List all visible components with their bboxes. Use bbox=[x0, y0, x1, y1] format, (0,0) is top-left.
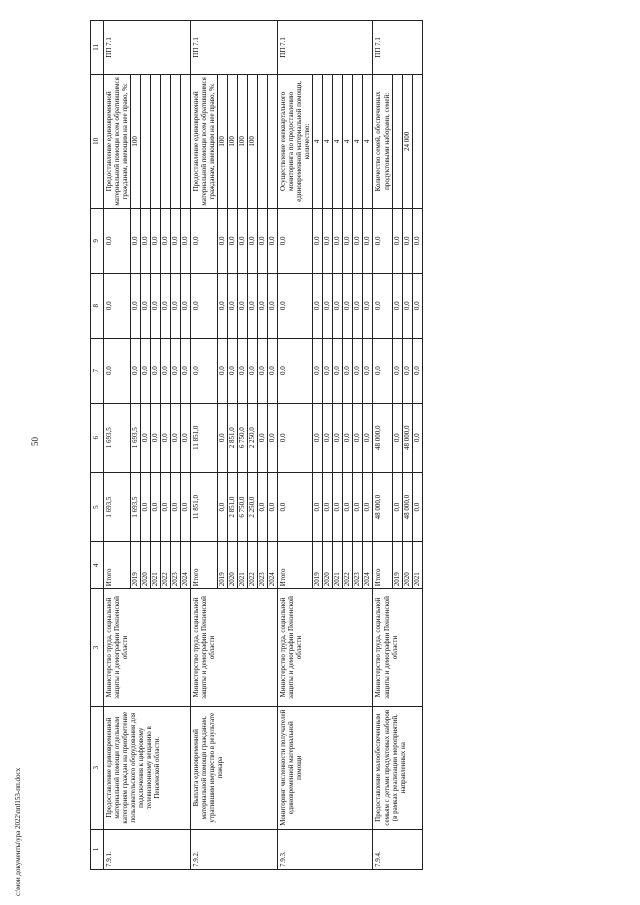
year-value: 0,0 bbox=[313, 208, 323, 273]
total-value: 0,0 bbox=[104, 273, 131, 338]
total-value: 48 000,0 bbox=[373, 472, 392, 541]
indicator-value bbox=[181, 74, 191, 208]
year-value: 0,0 bbox=[343, 208, 353, 273]
year-cell: 2020 bbox=[323, 542, 333, 589]
year-value: 0,0 bbox=[353, 472, 363, 541]
year-value: 0,0 bbox=[171, 338, 181, 403]
year-value: 0,0 bbox=[343, 273, 353, 338]
indicator-text: Предоставление единовременной материальной помощи всем обратившимся гражданам, имеющим на нее право, %: bbox=[191, 74, 218, 208]
year-value: 0,0 bbox=[402, 338, 412, 403]
measure-number: 7.9.2. bbox=[191, 829, 278, 869]
year-value: 0,0 bbox=[218, 403, 228, 472]
year-value: 0,0 bbox=[161, 472, 171, 541]
measure-executor: Министерство труда, социальной защиты и демографии Пензенской области bbox=[278, 589, 373, 706]
year-value: 0,0 bbox=[258, 273, 268, 338]
year-value: 0,0 bbox=[228, 338, 238, 403]
year-value: 0,0 bbox=[161, 273, 171, 338]
total-value: 0,0 bbox=[373, 338, 392, 403]
year-value: 0,0 bbox=[131, 208, 141, 273]
program-measures-table bbox=[90, 20, 423, 870]
year-value: 2 851,0 bbox=[228, 403, 238, 472]
total-label: Итого bbox=[278, 542, 313, 589]
year-value: 48 000,0 bbox=[402, 403, 412, 472]
total-value: 48 000,0 bbox=[373, 403, 392, 472]
header-row bbox=[91, 21, 104, 870]
year-value: 0,0 bbox=[258, 403, 268, 472]
year-value: 0,0 bbox=[141, 472, 151, 541]
year-cell: 2019 bbox=[131, 542, 141, 589]
year-value: 0,0 bbox=[151, 208, 161, 273]
year-value: 0,0 bbox=[171, 403, 181, 472]
year-cell: 2022 bbox=[343, 542, 353, 589]
year-value: 0,0 bbox=[313, 273, 323, 338]
total-value: 0,0 bbox=[278, 208, 313, 273]
year-value: 0,0 bbox=[363, 472, 373, 541]
year-value: 0,0 bbox=[268, 403, 278, 472]
indicator-value bbox=[392, 74, 402, 208]
indicator-value bbox=[412, 74, 422, 208]
document-table-container bbox=[90, 20, 510, 870]
year-value: 0,0 bbox=[323, 403, 333, 472]
year-value: 0,0 bbox=[181, 472, 191, 541]
indicator-value: 4 bbox=[323, 74, 333, 208]
indicator-value: 100 bbox=[248, 74, 258, 208]
total-label: Итого bbox=[373, 542, 392, 589]
year-value: 0,0 bbox=[238, 338, 248, 403]
indicator-value: 4 bbox=[363, 74, 373, 208]
column-header-9: 9 bbox=[91, 208, 104, 273]
year-value: 0,0 bbox=[248, 208, 258, 273]
year-value: 0,0 bbox=[363, 403, 373, 472]
year-value: 0,0 bbox=[171, 273, 181, 338]
indicator-value: 100 bbox=[238, 74, 248, 208]
year-value: 0,0 bbox=[363, 208, 373, 273]
year-value: 0,0 bbox=[238, 273, 248, 338]
year-value: 0,0 bbox=[333, 403, 343, 472]
year-cell: 2021 bbox=[151, 542, 161, 589]
measure-executor: Министерство труда, социальной защиты и демографии Пензенской области bbox=[191, 589, 278, 706]
year-value: 0,0 bbox=[151, 338, 161, 403]
year-value: 0,0 bbox=[412, 273, 422, 338]
year-value: 0,0 bbox=[392, 273, 402, 338]
year-value: 0,0 bbox=[228, 273, 238, 338]
total-value: 0,0 bbox=[278, 273, 313, 338]
column-header-11: 11 bbox=[91, 21, 104, 75]
year-value: 0,0 bbox=[151, 403, 161, 472]
measure-row bbox=[104, 21, 131, 870]
year-value: 0,0 bbox=[353, 208, 363, 273]
indicator-value: 100 bbox=[228, 74, 238, 208]
total-value: 0,0 bbox=[191, 208, 218, 273]
indicator-value: 100 bbox=[131, 74, 141, 208]
year-value: 0,0 bbox=[141, 273, 151, 338]
year-cell: 2024 bbox=[181, 542, 191, 589]
year-cell: 2019 bbox=[218, 542, 228, 589]
year-value: 0,0 bbox=[218, 338, 228, 403]
indicator-value: 4 bbox=[333, 74, 343, 208]
year-value: 0,0 bbox=[343, 472, 353, 541]
year-cell: 2024 bbox=[363, 542, 373, 589]
indicator-value: 100 bbox=[218, 74, 228, 208]
year-value: 0,0 bbox=[161, 208, 171, 273]
year-cell: 2019 bbox=[313, 542, 323, 589]
measure-executor: Министерство труда, социальной защиты и демографии Пензенской области bbox=[104, 589, 191, 706]
year-value: 0,0 bbox=[218, 208, 228, 273]
year-value: 0,0 bbox=[323, 338, 333, 403]
measure-number: 7.9.1. bbox=[104, 829, 191, 869]
year-value: 0,0 bbox=[402, 273, 412, 338]
year-value: 0,0 bbox=[333, 208, 343, 273]
year-value: 0,0 bbox=[353, 273, 363, 338]
column-header-10: 10 bbox=[91, 74, 104, 208]
year-cell: 2020 bbox=[141, 542, 151, 589]
year-value: 0,0 bbox=[343, 403, 353, 472]
year-value: 0,0 bbox=[392, 208, 402, 273]
year-value: 0,0 bbox=[313, 338, 323, 403]
year-value: 2 851,0 bbox=[228, 472, 238, 541]
year-value: 0,0 bbox=[268, 472, 278, 541]
total-value: 0,0 bbox=[191, 273, 218, 338]
year-value: 0,0 bbox=[151, 472, 161, 541]
year-value: 0,0 bbox=[392, 403, 402, 472]
indicator-value bbox=[161, 74, 171, 208]
year-value: 0,0 bbox=[333, 338, 343, 403]
indicator-value: 4 bbox=[343, 74, 353, 208]
year-cell: 2020 bbox=[228, 542, 238, 589]
year-value: 0,0 bbox=[141, 208, 151, 273]
year-value: 0,0 bbox=[218, 472, 228, 541]
measure-number: 7.9.4. bbox=[373, 829, 422, 869]
year-cell: 2023 bbox=[258, 542, 268, 589]
total-label: Итого bbox=[191, 542, 218, 589]
indicator-value: 4 bbox=[313, 74, 323, 208]
total-value: 11 851,0 bbox=[191, 472, 218, 541]
year-value: 0,0 bbox=[323, 208, 333, 273]
column-header-2: 3 bbox=[91, 706, 104, 829]
year-value: 0,0 bbox=[181, 273, 191, 338]
year-value: 0,0 bbox=[238, 208, 248, 273]
year-value: 0,0 bbox=[161, 403, 171, 472]
year-value: 0,0 bbox=[258, 338, 268, 403]
year-cell: 2020 bbox=[402, 542, 412, 589]
year-value: 0,0 bbox=[258, 208, 268, 273]
measure-name: Предоставление малообеспеченным семьям с детьми продуктовых наборов (в рамках реализации мероприятий, направленных на bbox=[373, 706, 422, 829]
year-value: 0,0 bbox=[323, 472, 333, 541]
year-cell: 2023 bbox=[353, 542, 363, 589]
year-value: 0,0 bbox=[171, 472, 181, 541]
indicator-value bbox=[268, 74, 278, 208]
year-value: 0,0 bbox=[333, 273, 343, 338]
indicator-value bbox=[258, 74, 268, 208]
measure-name: Предоставление единовременной материальной помощи отдельным категориям граждан на приобретение пользовательского оборудования для подключения к цифровому телевизионному вещанию в Пензенской области. bbox=[104, 706, 191, 829]
program-ref: ПП 7.1 bbox=[104, 21, 191, 75]
column-header-1: 1 bbox=[91, 829, 104, 869]
indicator-text: Предоставление единовременной материальной помощи всем обратившимся гражданам, имеющим на нее право, %: bbox=[104, 74, 131, 208]
measure-name: Выплата единовременной материальной помощи гражданам, утратившим имущество в результате пожара bbox=[191, 706, 278, 829]
year-value: 0,0 bbox=[218, 273, 228, 338]
year-cell: 2023 bbox=[171, 542, 181, 589]
year-value: 0,0 bbox=[181, 338, 191, 403]
measure-name: Мониторинг численности получателей единовременной материальной помощи bbox=[278, 706, 373, 829]
year-value: 0,0 bbox=[181, 403, 191, 472]
year-value: 48 000,0 bbox=[402, 472, 412, 541]
total-value: 0,0 bbox=[373, 208, 392, 273]
year-value: 2 250,0 bbox=[248, 472, 258, 541]
indicator-value: 4 bbox=[353, 74, 363, 208]
total-value: 0,0 bbox=[278, 403, 313, 472]
measure-number: 7.9.3. bbox=[278, 829, 373, 869]
total-value: 1 693,5 bbox=[104, 472, 131, 541]
total-value: 0,0 bbox=[104, 208, 131, 273]
year-value: 0,0 bbox=[131, 273, 141, 338]
year-cell: 2024 bbox=[268, 542, 278, 589]
year-value: 0,0 bbox=[141, 338, 151, 403]
program-ref: ПП 7.1 bbox=[278, 21, 373, 75]
year-cell: 2022 bbox=[248, 542, 258, 589]
year-value: 0,0 bbox=[353, 403, 363, 472]
year-value: 0,0 bbox=[131, 338, 141, 403]
indicator-value bbox=[141, 74, 151, 208]
year-cell: 2021 bbox=[238, 542, 248, 589]
year-value: 6 750,0 bbox=[238, 403, 248, 472]
total-value: 0,0 bbox=[191, 338, 218, 403]
indicator-text: Осуществление ежеквартального мониторинга по предоставлению единовременной материальной помощи, количество: bbox=[278, 74, 313, 208]
total-value: 0,0 bbox=[104, 338, 131, 403]
year-value: 0,0 bbox=[353, 338, 363, 403]
year-cell: 2021 bbox=[412, 542, 422, 589]
year-value: 0,0 bbox=[161, 338, 171, 403]
column-header-6: 6 bbox=[91, 403, 104, 472]
year-value: 0,0 bbox=[171, 208, 181, 273]
year-value: 0,0 bbox=[248, 273, 258, 338]
column-header-7: 7 bbox=[91, 338, 104, 403]
year-value: 0,0 bbox=[412, 403, 422, 472]
year-value: 0,0 bbox=[363, 338, 373, 403]
year-cell: 2022 bbox=[161, 542, 171, 589]
year-value: 0,0 bbox=[228, 208, 238, 273]
program-ref: ПП 7.1 bbox=[191, 21, 278, 75]
year-value: 0,0 bbox=[268, 273, 278, 338]
year-value: 0,0 bbox=[412, 472, 422, 541]
indicator-value bbox=[151, 74, 161, 208]
year-value: 0,0 bbox=[323, 273, 333, 338]
year-value: 0,0 bbox=[268, 208, 278, 273]
year-value: 0,0 bbox=[412, 338, 422, 403]
program-ref: ПП 7.1 bbox=[373, 21, 422, 75]
total-value: 0,0 bbox=[373, 273, 392, 338]
year-value: 0,0 bbox=[141, 403, 151, 472]
year-value: 1 693,5 bbox=[131, 472, 141, 541]
year-value: 0,0 bbox=[313, 472, 323, 541]
column-header-8: 8 bbox=[91, 273, 104, 338]
year-value: 2 250,0 bbox=[248, 403, 258, 472]
indicator-text: Количество семей, обеспеченных продуктовыми наборами, семей: bbox=[373, 74, 392, 208]
page-number: 50 bbox=[30, 437, 40, 446]
year-value: 0,0 bbox=[313, 403, 323, 472]
measure-row bbox=[278, 21, 313, 870]
year-value: 1 693,5 bbox=[131, 403, 141, 472]
year-value: 0,0 bbox=[333, 472, 343, 541]
year-cell: 2019 bbox=[392, 542, 402, 589]
column-header-4: 4 bbox=[91, 542, 104, 589]
measure-executor: Министерство труда, социальной защиты и демографии Пензенской области bbox=[373, 589, 422, 706]
measure-row bbox=[373, 21, 392, 870]
year-value: 0,0 bbox=[248, 338, 258, 403]
total-value: 11 851,0 bbox=[191, 403, 218, 472]
total-value: 1 693,5 bbox=[104, 403, 131, 472]
indicator-value bbox=[171, 74, 181, 208]
year-value: 0,0 bbox=[402, 208, 412, 273]
column-header-5: 5 bbox=[91, 472, 104, 541]
total-value: 0,0 bbox=[278, 472, 313, 541]
year-value: 0,0 bbox=[268, 338, 278, 403]
year-value: 0,0 bbox=[412, 208, 422, 273]
table-body bbox=[104, 21, 423, 870]
column-header-3: 3 bbox=[91, 589, 104, 706]
year-value: 0,0 bbox=[151, 273, 161, 338]
year-value: 0,0 bbox=[258, 472, 268, 541]
year-cell: 2021 bbox=[333, 542, 343, 589]
measure-row bbox=[191, 21, 218, 870]
footer-file-path: c:\мои документы\ура 2022\ппl153-пп.docx bbox=[14, 767, 22, 896]
year-value: 0,0 bbox=[392, 472, 402, 541]
year-value: 0,0 bbox=[343, 338, 353, 403]
total-label: Итого bbox=[104, 542, 131, 589]
total-value: 0,0 bbox=[278, 338, 313, 403]
year-value: 6 750,0 bbox=[238, 472, 248, 541]
year-value: 0,0 bbox=[363, 273, 373, 338]
year-value: 0,0 bbox=[181, 208, 191, 273]
indicator-value: 24 000 bbox=[402, 74, 412, 208]
year-value: 0,0 bbox=[392, 338, 402, 403]
